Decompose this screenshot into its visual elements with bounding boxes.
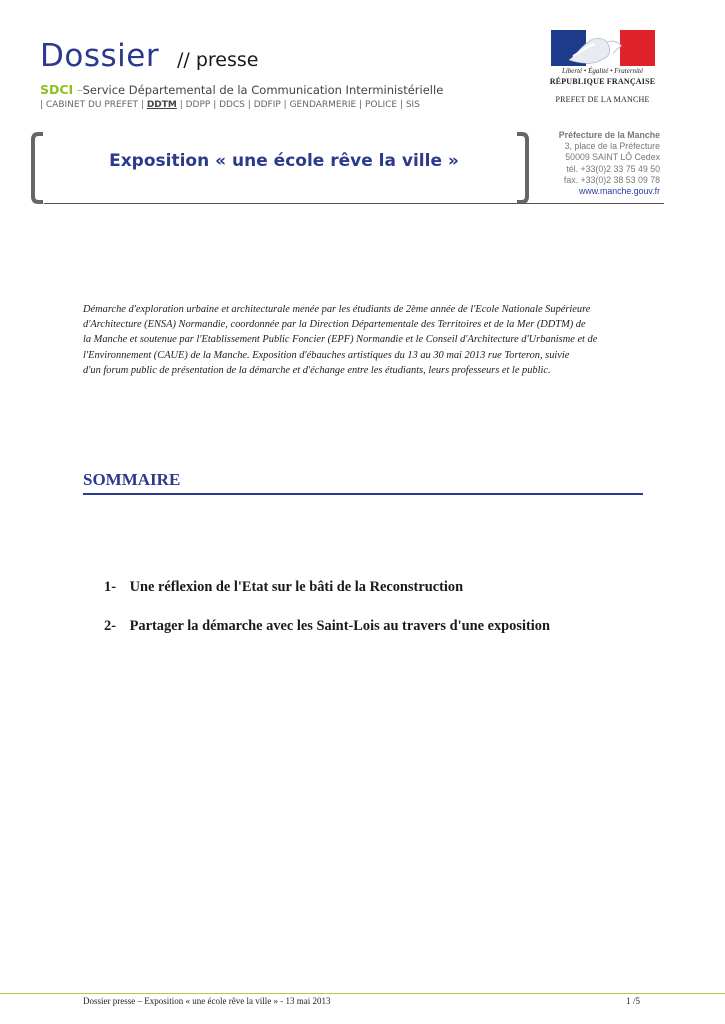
toc-item[interactable] [104, 579, 463, 596]
document-title-suffix: // presse [177, 49, 259, 71]
sdci-dash: – [76, 83, 83, 97]
address-fax: fax. +33(0)2 38 53 09 78 [563, 174, 660, 185]
services-after: | DDPP | DDCS | DDFIP | GENDARMERIE | POLICE | SIS [176, 100, 420, 110]
sommaire-heading: SOMMAIRE [83, 470, 181, 489]
address-block [536, 130, 660, 197]
toc-number: 1- [104, 579, 116, 595]
address-website-link[interactable]: www.manche.gouv.fr [579, 186, 660, 197]
intro-line: la Manche et soutenue par l'Etablissement Public Foncier (EPF) Normandie et le Conseil d'Architecture d'Urbanisme et de [83, 334, 598, 346]
sdci-acronym: SDCI [40, 82, 74, 97]
address-name: Préfecture de la Manche [558, 130, 660, 140]
intro-paragraph [83, 302, 643, 378]
address-city: 50009 SAINT LÔ Cedex [565, 152, 660, 163]
services-line [40, 100, 420, 110]
footer-text: Dossier presse – Exposition « une école rêve la ville » - 13 mai 2013 [83, 996, 331, 1006]
title-box-rule [44, 203, 664, 204]
toc-number: 2- [104, 618, 116, 634]
toc-text: Une réflexion de l'Etat sur le bâti de la Reconstruction [129, 579, 464, 595]
sdci-name: Service Départemental de la Communication Interministérielle [82, 83, 444, 97]
intro-line: Démarche d'exploration urbaine et architecturale menée par les étudiants de 2ème année de l'Ecole Nationale Supérieure [83, 304, 591, 315]
toc-item[interactable] [104, 618, 550, 635]
address-tel: tél. +33(0)2 33 75 49 50 [566, 163, 660, 174]
sdci-line [40, 82, 443, 97]
services-active: DDTM [146, 100, 177, 110]
sommaire-rule [83, 493, 643, 495]
prefet-label: PREFET DE LA MANCHE [555, 95, 650, 104]
address-street: 3, place de la Préfecture [564, 141, 660, 152]
exhibition-title: Exposition « une école rêve la ville » [109, 151, 459, 171]
republic-motto: Liberté • Égalité • Fraternité [561, 67, 644, 75]
marianne-logo-icon [551, 30, 655, 66]
republic-name: RÉPUBLIQUE FRANÇAISE [549, 77, 656, 86]
footer-rule [0, 993, 725, 994]
intro-line: d'un forum public de présentation de la démarche et d'échange entre les étudiants, leurs professeurs et le public. [83, 364, 551, 376]
intro-line: d'Architecture (ENSA) Normandie, coordonnée par la Direction Départementale des Territoires et de la Mer (DDTM) de [83, 319, 586, 331]
services-before: | CABINET DU PREFET | [40, 100, 147, 110]
intro-line: l'Environnement (CAUE) de la Manche. Exposition d'ébauches artistiques du 13 au 30 mai 2013 rue Torteron, suivie [83, 349, 570, 361]
page-number: 1 /5 [626, 996, 640, 1006]
toc-text: Partager la démarche avec les Saint-Lois au travers d'une exposition [129, 618, 550, 634]
document-title: Dossier [40, 38, 160, 74]
